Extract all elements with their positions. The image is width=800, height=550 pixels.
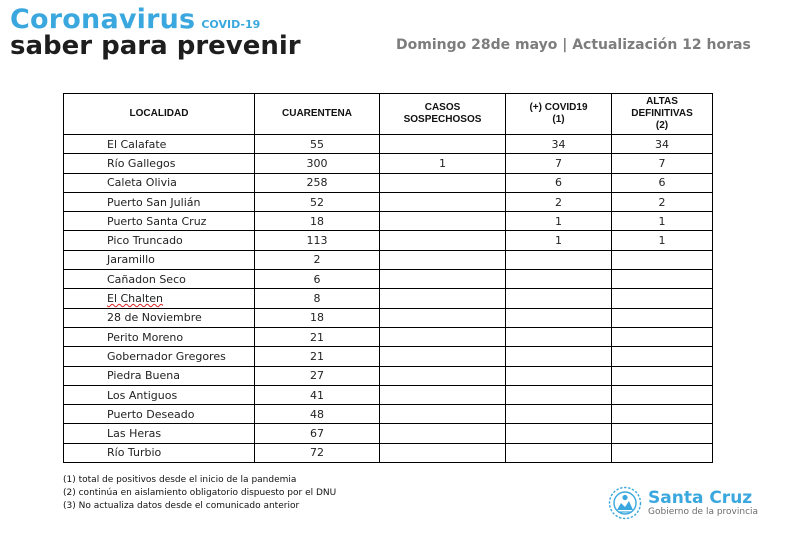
table-row [64, 212, 713, 231]
cell-altas [612, 366, 713, 385]
cell-covid: 2 [506, 192, 612, 211]
cell-cuarentena: 55 [255, 135, 380, 154]
cell-altas: 6 [612, 173, 713, 192]
cell-localidad: Perito Moreno [64, 327, 255, 346]
cell-altas: 7 [612, 154, 713, 173]
cell-covid [506, 347, 612, 366]
title-tag: COVID-19 [201, 18, 261, 31]
cell-cuarentena: 18 [255, 212, 380, 231]
cell-sospechosos [380, 192, 506, 211]
cell-covid [506, 270, 612, 289]
cell-cuarentena: 72 [255, 443, 380, 462]
cell-localidad: Gobernador Gregores [64, 347, 255, 366]
table-row [64, 192, 713, 211]
footnotes [63, 474, 336, 513]
table-row [64, 135, 713, 154]
table-row [64, 385, 713, 404]
logo-text [648, 489, 758, 518]
cell-cuarentena: 27 [255, 366, 380, 385]
table-row [64, 250, 713, 269]
cell-covid: 34 [506, 135, 612, 154]
table-row [64, 405, 713, 424]
date-line: Domingo 28de mayo | Actualización 12 horas [396, 37, 751, 53]
cell-localidad: Los Antiguos [64, 385, 255, 404]
cell-altas [612, 424, 713, 443]
cell-covid [506, 250, 612, 269]
cell-cuarentena: 52 [255, 192, 380, 211]
cell-covid: 1 [506, 231, 612, 250]
cell-localidad: Caleta Olivia [64, 173, 255, 192]
cell-cuarentena: 18 [255, 308, 380, 327]
cell-altas [612, 443, 713, 462]
cell-sospechosos [380, 443, 506, 462]
cell-sospechosos [380, 308, 506, 327]
cell-covid [506, 405, 612, 424]
header-altas: ALTAS DEFINITIVAS (2) [612, 94, 713, 135]
cell-covid [506, 443, 612, 462]
table-row [64, 308, 713, 327]
table-row [64, 231, 713, 250]
cell-localidad [64, 289, 255, 308]
header-casos-sospechosos: CASOS SOSPECHOSOS [380, 94, 506, 135]
cell-sospechosos [380, 135, 506, 154]
santa-cruz-logo [608, 486, 758, 520]
cell-altas [612, 405, 713, 424]
cell-cuarentena: 113 [255, 231, 380, 250]
santa-cruz-emblem-icon [608, 486, 642, 520]
cell-altas [612, 327, 713, 346]
table-row [64, 289, 713, 308]
title-main: Coronavirus [10, 4, 196, 35]
cell-altas [612, 347, 713, 366]
table-header-row [64, 94, 713, 135]
cell-localidad: 28 de Noviembre [64, 308, 255, 327]
cell-localidad: Puerto Santa Cruz [64, 212, 255, 231]
cell-altas [612, 308, 713, 327]
cell-localidad: Puerto Deseado [64, 405, 255, 424]
cell-altas: 34 [612, 135, 713, 154]
cell-sospechosos [380, 405, 506, 424]
cell-sospechosos [380, 212, 506, 231]
cell-cuarentena: 258 [255, 173, 380, 192]
cell-sospechosos [380, 366, 506, 385]
cell-sospechosos [380, 385, 506, 404]
cell-sospechosos [380, 250, 506, 269]
cell-altas: 2 [612, 192, 713, 211]
table-row [64, 366, 713, 385]
spellcheck-underlined-text: El Chalten [107, 292, 164, 306]
table-row [64, 154, 713, 173]
table-row [64, 443, 713, 462]
logo-name: Santa Cruz [648, 487, 753, 508]
cell-cuarentena: 6 [255, 270, 380, 289]
cell-cuarentena: 2 [255, 250, 380, 269]
cell-covid [506, 327, 612, 346]
cell-sospechosos [380, 173, 506, 192]
footnote: (2) continúa en aislamiento obligatorio dispuesto por el DNU [63, 488, 337, 498]
cell-sospechosos [380, 327, 506, 346]
cell-altas [612, 270, 713, 289]
header-localidad: LOCALIDAD [64, 94, 255, 135]
cell-cuarentena: 67 [255, 424, 380, 443]
cell-altas: 1 [612, 212, 713, 231]
cell-localidad: El Calafate [64, 135, 255, 154]
footnote: (1) total de positivos desde el inicio de la pandemia [63, 475, 297, 485]
cell-covid [506, 424, 612, 443]
cell-localidad: Cañadon Seco [64, 270, 255, 289]
page-subtitle: saber para prevenir [10, 31, 301, 61]
table-row [64, 347, 713, 366]
cell-sospechosos [380, 270, 506, 289]
table-row [64, 424, 713, 443]
cell-cuarentena: 300 [255, 154, 380, 173]
cell-altas [612, 385, 713, 404]
cell-sospechosos [380, 289, 506, 308]
cell-cuarentena: 21 [255, 347, 380, 366]
header-covid: (+) COVID19 (1) [506, 94, 612, 135]
cell-covid [506, 308, 612, 327]
cell-cuarentena: 41 [255, 385, 380, 404]
cell-covid: 1 [506, 212, 612, 231]
cell-localidad: Jaramillo [64, 250, 255, 269]
cell-sospechosos [380, 347, 506, 366]
cell-covid [506, 385, 612, 404]
cell-localidad: Río Turbio [64, 443, 255, 462]
cell-localidad: Río Gallegos [64, 154, 255, 173]
table-row [64, 270, 713, 289]
cell-localidad: Puerto San Julián [64, 192, 255, 211]
cell-covid: 7 [506, 154, 612, 173]
cases-table [63, 93, 713, 463]
cell-covid [506, 366, 612, 385]
cell-cuarentena: 48 [255, 405, 380, 424]
header-cuarentena: CUARENTENA [255, 94, 380, 135]
cell-cuarentena: 8 [255, 289, 380, 308]
cell-sospechosos: 1 [380, 154, 506, 173]
cell-localidad: Piedra Buena [64, 366, 255, 385]
cell-covid: 6 [506, 173, 612, 192]
cell-altas [612, 250, 713, 269]
cell-localidad: Las Heras [64, 424, 255, 443]
cell-localidad: Pico Truncado [64, 231, 255, 250]
cell-sospechosos [380, 424, 506, 443]
cell-sospechosos [380, 231, 506, 250]
footnote: (3) No actualiza datos desde el comunicado anterior [63, 501, 300, 511]
logo-subtitle: Gobierno de la provincia [648, 506, 759, 517]
header-title [10, 4, 301, 61]
cell-covid [506, 289, 612, 308]
table-row [64, 173, 713, 192]
cell-cuarentena: 21 [255, 327, 380, 346]
table-row [64, 327, 713, 346]
cell-altas [612, 289, 713, 308]
cell-altas: 1 [612, 231, 713, 250]
